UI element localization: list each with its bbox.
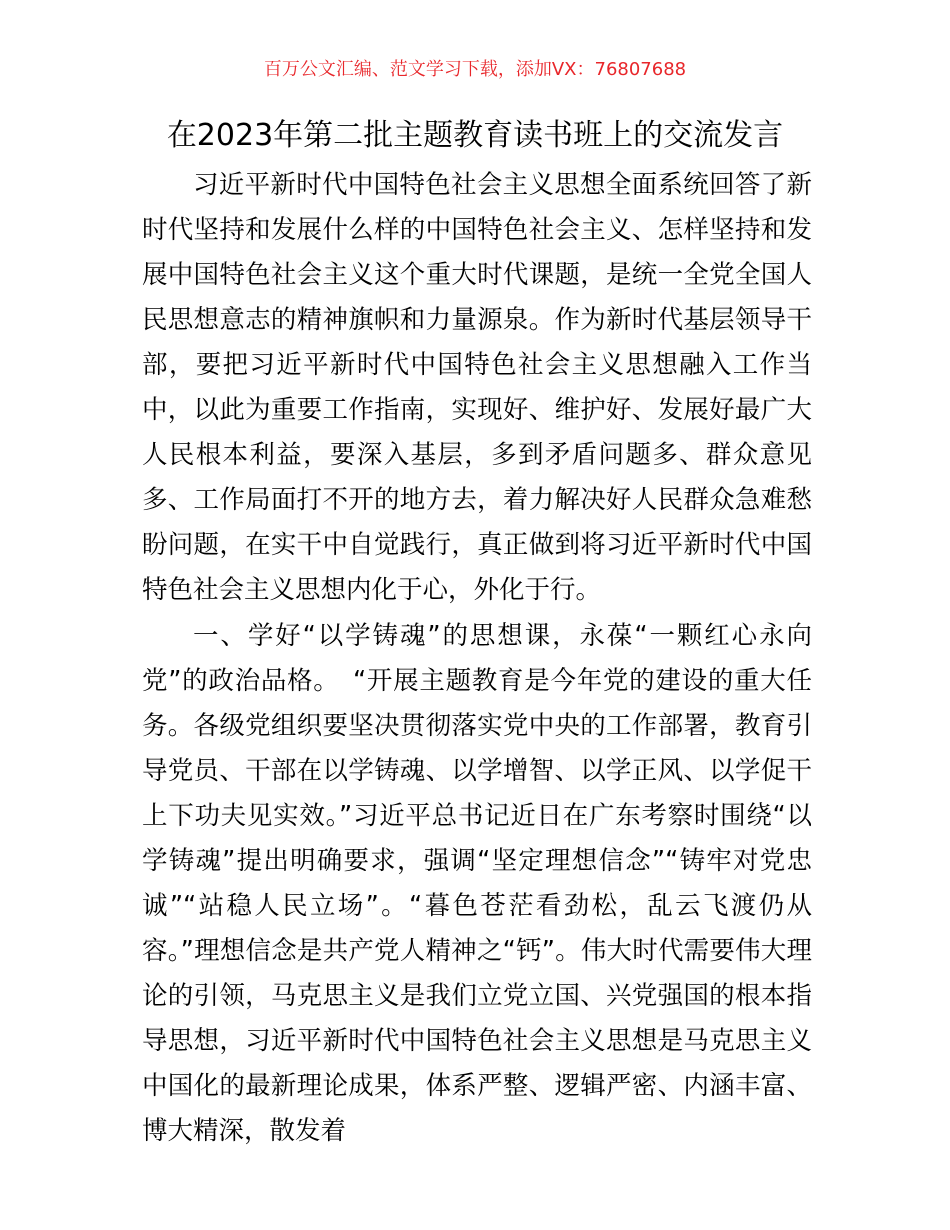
- watermark-header: 百万公文汇编、范文学习下载，添加VX：76807688: [263, 59, 687, 80]
- body-paragraph-intro: 习近平新时代中国特色社会主义思想全面系统回答了新时代坚持和发展什么样的中国特色社会主义、怎样坚持和发展中国特色社会主义这个重大时代课题，是统一全党全国人民思想意志的精神旗帜和力量源泉。作为新时代基层领导干部，要把习近平新时代中国特色社会主义思想融入工作当中，以此为重要工作指南，实现好、维护好、发展好最广大人民根本利益，要深入基层，多到矛盾问题多、群众意见多、工作局面打不开的地方去，着力解决好人民群众急难愁盼问题，在实干中自觉践行，真正做到将习近平新时代中国特色社会主义思想内化于心，外化于行。: [142, 170, 812, 605]
- document-title: 在2023年第二批主题教育读书班上的交流发言: [166, 118, 784, 153]
- body-paragraph-section-one: 一、学好“以学铸魂”的思想课，永葆“一颗红心永向党”的政治品格。 “开展主题教育是今年党的建设的重大任务。各级党组织要坚决贯彻落实党中央的工作部署，教育引导党员、干部在以学铸魂、以学增智、以学正风、以学促干上下功夫见实效。”习近平总书记近日在广东考察时围绕“以学铸魂”提出明确要求，强调“坚定理想信念”“铸牢对党忠诚”“站稳人民立场”。“暮色苍茫看劲松，乱云飞渡仍从容。”理想信念是共产党人精神之“钙”。伟大时代需要伟大理论的引领，马克思主义是我们立党立国、兴党强国的根本指导思想，习近平新时代中国特色社会主义思想是马克思主义中国化的最新理论成果，体系严整、逻辑严密、内涵丰富、博大精深，散发着: [142, 621, 812, 1146]
